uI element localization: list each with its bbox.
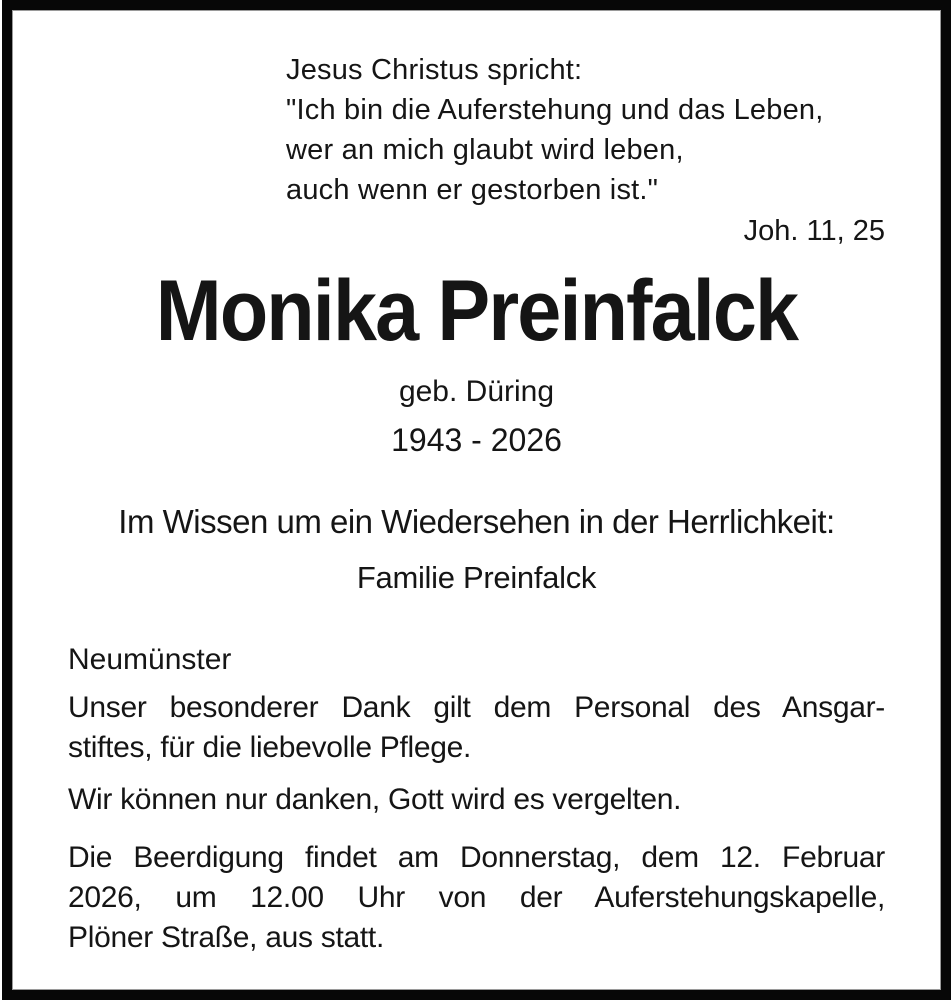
- city-name: Neumünster: [68, 642, 232, 676]
- deceased-name: Monika Preinfalck: [155, 263, 798, 359]
- scripture-line: wer an mich glaubt wird leben,: [286, 134, 684, 166]
- funeral-line: 2026, um 12.00 Uhr von der Auferstehungskapelle,: [68, 880, 885, 914]
- thanks-paragraph: [68, 688, 885, 768]
- scripture-line: Jesus Christus spricht:: [286, 54, 583, 86]
- gratitude-paragraph: [68, 780, 885, 820]
- life-years: 1943 - 2026: [391, 421, 562, 458]
- gratitude-line: Wir können nur danken, Gott wird es vergelten.: [68, 782, 682, 816]
- notice-frame: [2, 0, 951, 1000]
- maiden-name: geb. Düring: [398, 374, 555, 408]
- family-signature: Familie Preinfalck: [356, 559, 597, 595]
- notice-sheet: [24, 21, 929, 978]
- thanks-line: stiftes, für die liebevolle Pflege.: [68, 730, 472, 764]
- funeral-paragraph: [68, 838, 885, 958]
- funeral-line: Die Beerdigung findet am Donnerstag, dem 12. Februar: [68, 840, 885, 874]
- scripture-quote: [68, 50, 885, 210]
- thanks-line: Unser besonderer Dank gilt dem Personal des Ansgar-: [68, 690, 885, 724]
- funeral-line: Plöner Straße, aus statt.: [68, 920, 384, 954]
- scripture-line: auch wenn er gestorben ist.": [286, 174, 659, 206]
- condolence-line: Im Wissen um ein Wiedersehen in der Herrlichkeit:: [118, 502, 835, 540]
- scripture-reference: Joh. 11, 25: [743, 215, 885, 247]
- scripture-line: "Ich bin die Auferstehung und das Leben,: [286, 94, 824, 126]
